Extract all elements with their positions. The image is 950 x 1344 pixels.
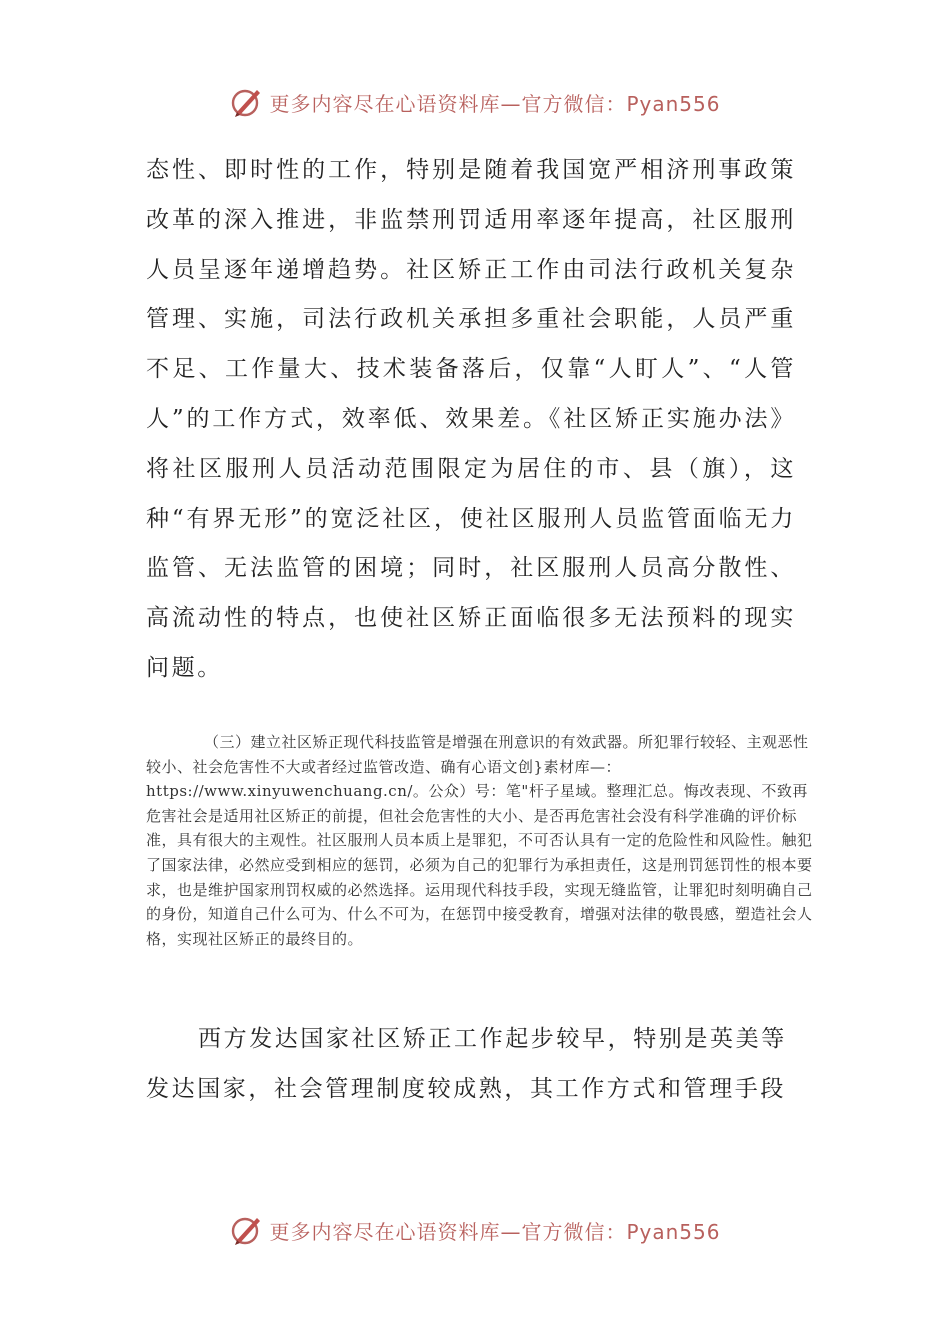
- banner-text: 更多内容尽在心语资料库—官方微信：Pyan556: [269, 1219, 721, 1244]
- body-paragraph-continuation: 态性、即时性的工作，特别是随着我国宽严相济刑事政策改革的深入推进，非监禁刑罚适用率逐年提高，社区服刑人员呈逐年递增趋势。社区矫正工作由司法行政机关复杂管理、实施，司法行政机关承担多重社会职能，人员严重不足、工作量大、技术装备落后，仅靠“人盯人”、“人管人”的工作方式，效率低、效果差。《社区矫正实施办法》将社区服刑人员活动范围限定为居住的市、县（旗），这种“有界无形”的宽泛社区，使社区服刑人员监管面临无力监管、无法监管的困境；同时，社区服刑人员高分散性、高流动性的特点，也使社区矫正面临很多无法预料的现实问题。: [146, 157, 796, 681]
- banner-text: 更多内容尽在心语资料库—官方微信：Pyan556: [269, 91, 721, 116]
- header-banner: [0, 80, 950, 124]
- pen-logo-icon: [229, 1212, 265, 1248]
- body-paragraph-final: 西方发达国家社区矫正工作起步较早，特别是英美等发达国家，社会管理制度较成熟，其工作方式和管理手段: [146, 1026, 787, 1102]
- footer-banner: [0, 1208, 950, 1252]
- pen-logo-icon: [229, 84, 265, 120]
- section-paragraph: （三）建立社区矫正现代科技监管是增强在刑意识的有效武器。所犯罪行较轻、主观恶性较小、社会危害性不大或者经过监管改造、确有心语文创}素材库—：https://www.xinyuwenchuang.cn/。公众）号：笔"杆子星域。整理汇总。悔改表现、不致再危害社会是适用社区矫正的前提，但社会危害性的大小、是否再危害社会没有科学准确的评价标准，具有很大的主观性。社区服刑人员本质上是罪犯，不可否认具有一定的危险性和风险性。触犯了国家法律，必然应受到相应的惩罚，必须为自己的犯罪行为承担责任，这是刑罚惩罚性的根本要求，也是维护国家刑罚权威的必然选择。运用现代科技手段，实现无缝监管，让罪犯时刻明确自己的身份，知道自己什么可为、什么不可为，在惩罚中接受教育，增强对法律的敬畏感，塑造社会人格，实现社区矫正的最终目的。: [146, 733, 813, 948]
